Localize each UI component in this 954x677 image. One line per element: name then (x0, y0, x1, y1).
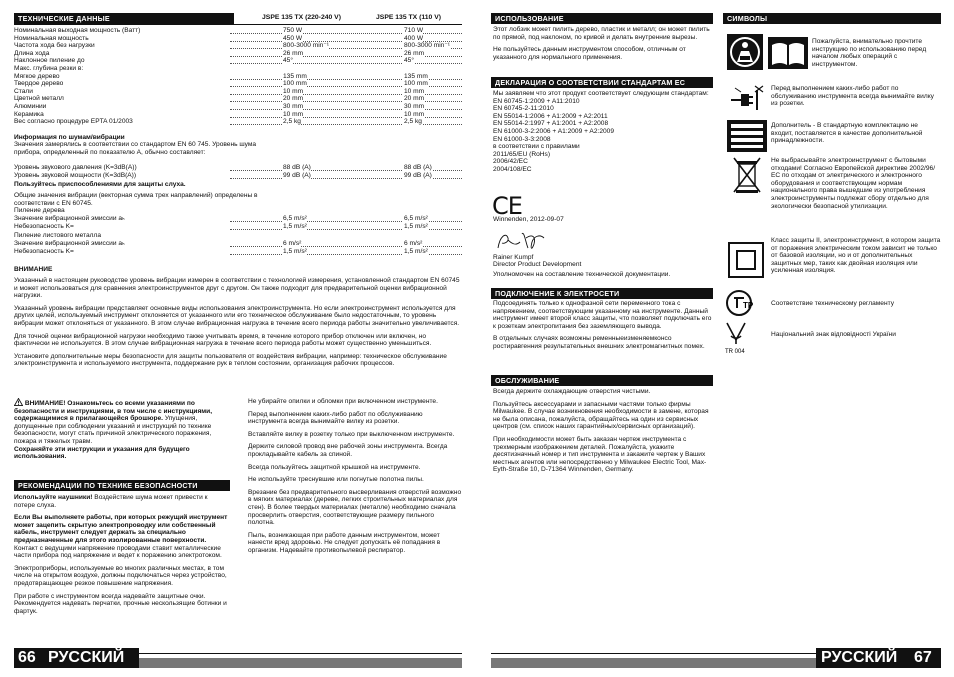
left-col2-text (248, 398, 462, 560)
use-paragraph: Не пользуйтесь данным инструментом способом, отличным от указанного для нормального применения. (493, 46, 686, 61)
safety-header: РЕКОМЕНДАЦИИ ПО ТЕХНИКЕ БЕЗОПАСНОСТИ (14, 480, 230, 491)
ear-protection-note: Пользуйтесь приспособлениями для защиты слуха. (14, 181, 186, 188)
svg-text:TR 004: TR 004 (725, 349, 745, 354)
left-footer (14, 648, 462, 668)
spec-value-110v: 800-3000 min⁻¹ (404, 42, 450, 50)
decl-line: Мы заявляем что этот продукт соответствует следующим стандартам: (493, 90, 709, 97)
decl-line: EN 55014-2:1997 + A1:2001 + A2:2008 (493, 120, 609, 128)
symbol-text-ua: Національний знак відповідності України (771, 331, 896, 338)
symbol-text-read-manual: Пожалуйста, внимательно прочтите инструкцию по использованию перед началом любых операций с инструментом. (812, 38, 927, 68)
spec-value-230v: 20 mm (283, 95, 304, 103)
decl-line: EN 60745-2-11:2010 (493, 105, 554, 113)
signer-title: Director Product Development (493, 261, 582, 268)
attention-block (14, 398, 230, 461)
symbol-text-class-ii: Класс защиты II, электроинструмент, в котором защита от поражения электрическим током зависит не только от базовой изоляции, но и от дополнительных защитных мер, таких как двойная изоляция или усиленная изоляция. (771, 237, 941, 275)
spec-value-110v: 10 mm (404, 110, 425, 118)
symbol-text-blades: Дополнитель - В стандартную комплектацию не входит, поставляется в качестве дополнительной принадлежности. (771, 122, 923, 145)
warning-paragraph: Для точной оценки вибрационной нагрузки необходимо также учитывать время, в течение которого прибор отключен или включен, но фактически не используется. В этом случае вибрационная нагрузка в течение всего периода работы может существенно уменьшиться. (14, 332, 432, 348)
spec-label: Наклонное пиление до (14, 57, 85, 65)
spec-label: Цветной металл (14, 95, 64, 103)
dot-leader (230, 111, 462, 118)
spec-label: Номинальная выходная мощность (Ватт) (14, 27, 141, 34)
warning-title: ВНИМАНИЕ (14, 266, 53, 273)
maint-text (493, 388, 713, 479)
attention-rest: Упущения, допущенные при соблюдении указаний и инструкций по технике безопасности, могут стать причиной электрического поражения, пожара и тяжелых травм. (14, 415, 212, 445)
dot-leader (230, 88, 462, 95)
symbol-text-gost: Соответствие техническому регламенту (771, 300, 894, 307)
attention-bold: ВНИМАНИЕ! Ознакомьтесь со всеми указаниями по безопасности и инструкциями, в том числе с инструкциями, содержащимися в прилагающейся брошюре. (14, 400, 213, 423)
spec-value-110v: 20 mm (404, 95, 425, 103)
spec-label: Уровень звукового давления (K=3dB(A)) (14, 164, 137, 171)
spec-label: Значение вибрационной эмиссии aₕ (14, 240, 125, 247)
spec-value-230v: 1,5 m/s² (283, 247, 307, 255)
gost-r-icon (724, 288, 758, 323)
spec-label: Небезопасность K= (14, 222, 74, 230)
specs-rule (14, 24, 462, 25)
safety-paragraph: Держите силовой провод вне рабочей зоны инструмента. Всегда прокладывайте кабель за спиной. (248, 443, 448, 458)
spec-value-230v: 99 dB (A) (283, 171, 311, 179)
vib-wood-title: Пиление дерева (14, 207, 65, 214)
unplug-icon (727, 82, 767, 121)
class-ii-icon (728, 242, 764, 283)
maint-paragraph: Пользуйтесь аксессуарами и запасными частями только фирмы Milwaukee. В случае возникновения необходимости в замене, которая не была описана, пожалуйста, обращайтесь на один из сервисных центров (см. список наших гарантийных/сервисных организаций). (493, 400, 709, 431)
spec-value-110v: 45° (404, 57, 414, 65)
dot-leader (230, 35, 462, 42)
ce-mark: CE (492, 192, 522, 220)
spec-value-110v: 1,5 m/s² (404, 222, 428, 230)
vib-intro: Общие значения вибрации (векторная сумма трех направлений) определены в соответствии с EN 60745. (14, 192, 258, 207)
signer-note: Уполномочен на составление технической документации. (493, 271, 671, 278)
decl-header: ДЕКЛАРАЦИЯ О СООТВЕТСТВИИ СТАНДАРТАМ ЕС (491, 77, 713, 88)
maint-paragraph: При необходимости может быть заказан чертеж инструмента с трехмерным изображением деталей. Пожалуйста, укажите десятизначный номер и тип инструмента и закажите чертеж у Ваших местных агентов или непосредственно у Milwaukee Electric Tool, Max-Eyth-Straße 10, D-71364 Winnenden, Germany. (493, 435, 707, 474)
symbols-header: СИМВОЛЫ (723, 13, 941, 24)
spec-value-110v: 6,5 m/s² (404, 215, 428, 222)
dot-leader (230, 103, 462, 110)
elec-paragraph: В отдельных случаях возможны ременныеизменяемконсо ростиравгенния результательных внешних электромагнитных помех. (493, 335, 705, 350)
spec-value-230v: 100 mm (283, 80, 307, 88)
read-manual-icon (727, 34, 763, 75)
spec-value-110v: 10 mm (404, 87, 425, 95)
decl-line: 2011/65/EU (RoHs) (493, 150, 551, 158)
spec-label: Алюминии (14, 103, 47, 110)
spec-value-230v: 88 dB (A) (283, 164, 311, 171)
spec-value-230v: 1,5 m/s² (283, 222, 307, 230)
use-header: ИСПОЛЬЗОВАНИЕ (491, 13, 713, 24)
page-language: РУССКИЙ (821, 649, 898, 666)
safety-paragraph: Перед выполнением каких-либо работ по обслуживанию инструмента всегда вынимайте вилку из розетки. (248, 410, 423, 426)
decl-line: EN 60745-1:2009 + A11:2010 (493, 97, 580, 105)
dot-leader (230, 27, 462, 34)
spec-value-110v: 88 dB (A) (404, 164, 432, 171)
spec-value-230v: 30 mm (283, 103, 304, 110)
dot-leader (230, 95, 462, 102)
specs-header: ТЕХНИЧЕСКИЕ ДАННЫЕ (14, 13, 234, 24)
decl-text (493, 90, 713, 174)
elec-paragraph: Подсоединять только к однофазной сети переменного тока с напряжением, соответствующим указанному на инструменте. Данный инструмент имеет второй класс защиты, что позволяет подключать его к розеткам электропитания без заземляющего вывода. (493, 300, 712, 330)
spec-value-230v: 45° (283, 57, 293, 65)
spec-value-110v: 400 W (404, 34, 424, 42)
book-icon (768, 37, 808, 74)
blades-icon (727, 120, 767, 157)
page-language: РУССКИЙ (48, 649, 125, 666)
spec-value-110v: 135 mm (404, 72, 428, 80)
spec-label: Небезопасность K= (14, 247, 74, 255)
safety-paragraph: Врезание без предварительного высверливания отверстий возможно в мягких материалах (дереве, легких строительных материалах для стен). В более твердых материалах (металле) необходимо сначала просверлить отверстия, соответствующие размеру пильного полотна. (248, 488, 462, 527)
safety-paragraph: Используйте наушники! Воздействие шума может привести к потере слуха. (14, 494, 208, 509)
maint-paragraph: Всегда держите охлаждающие отверстия чистыми. (493, 388, 651, 395)
safety-paragraph: При работе с инструментом всегда надевайте защитные очки. Рекомендуется надевать перчатки, прочные нескользящие ботинки и фартук. (14, 592, 227, 615)
decl-line: EN 61000-3-2:2006 + A1:2009 + A2:2009 (493, 127, 614, 135)
safety-paragraph: Не используйте треснувшие или погнутые полотна пилы. (248, 476, 424, 484)
spec-value-230v: 10 mm (283, 110, 304, 118)
spec-label: Макс. глубина резки в: (14, 65, 84, 72)
spec-value-230v: 6,5 m/s² (283, 215, 307, 222)
elec-header: ПОДКЛЮЧЕНИЕ К ЭЛЕКТРОСЕТИ (491, 288, 713, 299)
spec-label: Стали (14, 87, 33, 95)
noise-intro: Значения замерялись в соответствии со стандартом EN 60 745. Уровень шума прибора, определенный по показателю А, обычно составляет: (14, 141, 257, 156)
spec-label: Частота хода без нагрузки (14, 42, 95, 50)
page-number: 66 (18, 649, 36, 666)
spec-value-110v: 26 mm (404, 49, 425, 57)
dot-leader (230, 50, 462, 57)
maint-header: ОБСЛУЖИВАНИЕ (491, 375, 713, 386)
spec-label: Длина хода (14, 49, 50, 57)
weee-bin-icon (730, 156, 764, 201)
dot-leader (230, 240, 462, 247)
warning-triangle-icon (14, 400, 25, 407)
signer-name: Rainer Kumpf (493, 254, 534, 261)
spec-value-230v: 135 mm (283, 72, 307, 80)
spec-value-110v: 710 W (404, 27, 424, 34)
spec-label: Мягкое дерево (14, 72, 60, 80)
spec-value-110v: 100 mm (404, 80, 428, 88)
col2-header: JSPE 135 TX (110 V) (376, 14, 441, 21)
spec-label: Вес согласно процедуре EPTA 01/2003 (14, 118, 133, 126)
warning-paragraph: Указанный уровень вибрации представляет основные виды использования электроинструмента. Но если электроинструмент используется для других целей, используемый инструмент отклоняется от указанного или его техническое обслуживание было недостаточным, то уровень вибрации может отклоняться от указанного. В этом случае вибрационная нагрузка в течение всего периода работы значительно увеличивается. (14, 304, 460, 327)
decl-line: 2004/108/EC (493, 165, 532, 173)
use-paragraph: Этот лобзик может пилить дерево, пластик и металл; он может пилить по прямой, под наклоном, по кривой и делать внутренние вырезы. (493, 26, 710, 41)
decl-line: EN 55014-1:2006 + A1:2009 + A2:2011 (493, 112, 608, 120)
safety-paragraph: Если Вы выполняете работы, при которых режущий инструмент может зацепить скрытую электропроводку или собственный кабель, инструмент следует держать за специально предназначенные для этого изолированные поверхности. Контакт с ведущими напряжение проводами ставит металлические части прибора под напряжение и ведет к поражению электротоком. (14, 514, 228, 560)
spec-value-230v: 2,5 kg (283, 118, 301, 126)
vib-metal-title: Пиление листового металла (14, 232, 102, 239)
symbol-text-unplug: Перед выполнением каких-либо работ по обслуживанию инструмента всегда вынимайте вилку из розетки. (771, 85, 934, 108)
spec-value-230v: 450 W (283, 34, 303, 42)
spec-value-230v: 26 mm (283, 49, 304, 57)
noise-title: Информация по шумам/вибрации (14, 134, 125, 141)
decl-line: EN 61000-3-3:2008 (493, 135, 551, 143)
spec-value-110v: 6 m/s² (404, 240, 423, 247)
spec-label: Значение вибрационной эмиссии aₕ (14, 215, 125, 222)
spec-label: Номинальная мощность (14, 34, 89, 42)
safety-text (14, 494, 230, 620)
warning-paragraph: Установите дополнительные меры безопасности для защиты пользователя от воздействия вибрации, например: техническое обслуживание электроинструмента и используемого инструмента, поддержание рук в теплом состоянии, организация рабочих процессов. (14, 352, 447, 368)
svg-text:TP: TP (743, 301, 754, 310)
right-footer (491, 648, 941, 668)
spec-value-230v: 10 mm (283, 87, 304, 95)
spec-value-230v: 750 W (283, 27, 303, 34)
decl-line: 2006/42/EC (493, 158, 528, 166)
safety-paragraph: Электроприборы, используемые во многих различных местах, в том числе на открытом воздухе, должны подключаться через устройство, предотвращающее резкое повышение напряжения. (14, 564, 227, 587)
use-text (493, 26, 713, 66)
spec-value-110v: 99 dB (A) (404, 171, 432, 179)
spec-label: Твердое дерево (14, 80, 64, 88)
ua-mark-icon (724, 320, 748, 359)
warning-paragraph: Указанный в настоящем руководстве уровень вибрации измерен в соответствии с технологией измерения, установленной стандартом EN 60745 и может использоваться для сравнения электроинструментов друг с другом. Он также подходит для предварительной оценки вибрационной нагрузки. (14, 277, 460, 300)
spec-label: Керамика (14, 110, 44, 118)
spec-value-110v: 2,5 kg (404, 118, 422, 126)
safety-paragraph: Всегда пользуйтесь защитной крышкой на инструменте. (248, 463, 421, 471)
spec-value-110v: 1,5 m/s² (404, 247, 428, 255)
spec-value-230v: 6 m/s² (283, 240, 302, 247)
col1-header: JSPE 135 TX (220-240 V) (262, 14, 341, 21)
decl-line: в соответствии с правилами (493, 143, 580, 151)
dot-leader (230, 118, 462, 125)
spec-value-230v: 800-3000 min⁻¹ (283, 42, 329, 50)
warning-text (14, 277, 462, 373)
elec-text (493, 300, 713, 356)
attention-keep: Сохраняйте эти инструкции и указания для будущего использования. (14, 445, 190, 461)
page-number: 67 (914, 649, 932, 666)
decl-place: Winnenden, 2012-09-07 (493, 216, 564, 223)
safety-paragraph: Не убирайте опилки и обломки при включенном инструменте. (248, 398, 438, 405)
spec-value-110v: 30 mm (404, 103, 425, 110)
safety-paragraph: Вставляйте вилку в розетку только при выключенном инструменте. (248, 430, 455, 438)
symbol-text-weee: Не выбрасывайте электроинструмент с бытовыми отходами! Согласно Европейской директиве 2002/96/ЕС по отходам от электрического и электронного оборудования и соответствующим нормам национального права вышедшие из употребления электроинструменты подлежат сбору отдельно для экологически безопасной утилизации. (771, 157, 936, 210)
spec-label: Уровень звуковой мощности (K=3dB(A)) (14, 171, 137, 179)
safety-paragraph: Пыль, возникающая при работе данным инструментом, может нанести вред здоровью. Не следует допускать её попадания в организм. Надевайте противопылевой респиратор. (248, 531, 441, 554)
dot-leader (230, 57, 462, 64)
